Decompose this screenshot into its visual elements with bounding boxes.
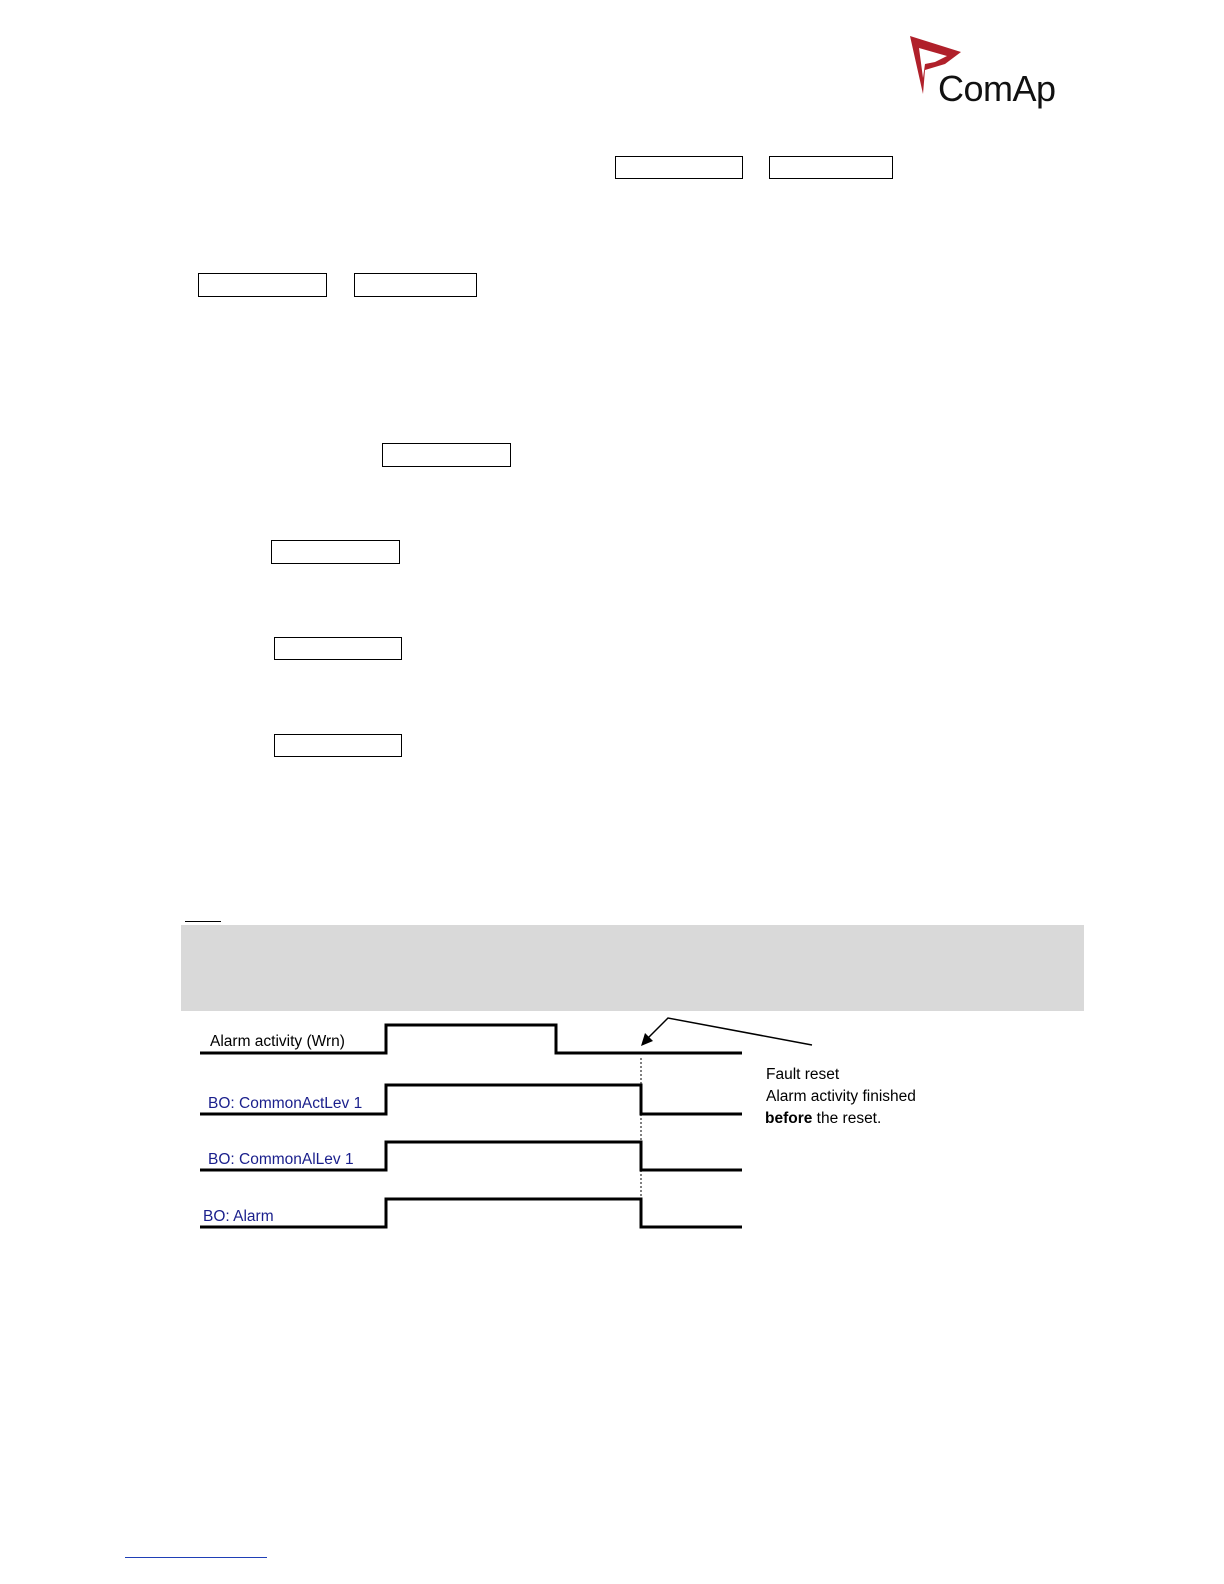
annotation-reset-text: the reset. — [812, 1110, 882, 1127]
footer-link[interactable] — [125, 1557, 267, 1558]
callout-line — [646, 1018, 812, 1045]
signal-label-alarm-activity: Alarm activity (Wrn) — [210, 1033, 345, 1050]
signal-label-bo-alarm: BO: Alarm — [203, 1208, 274, 1225]
annotation-activity-finished: Alarm activity finished — [766, 1088, 916, 1105]
signal-label-commonallev1: BO: CommonAlLev 1 — [208, 1151, 354, 1168]
waveform-bo-alarm — [200, 1199, 742, 1227]
annotation-fault-reset: Fault reset — [766, 1066, 840, 1083]
signal-label-commonactlev1: BO: CommonActLev 1 — [208, 1095, 363, 1112]
annotation-before-bold: before — [765, 1110, 813, 1127]
annotation-before-reset — [765, 1110, 881, 1128]
logo-text: ComAp — [938, 68, 1056, 109]
